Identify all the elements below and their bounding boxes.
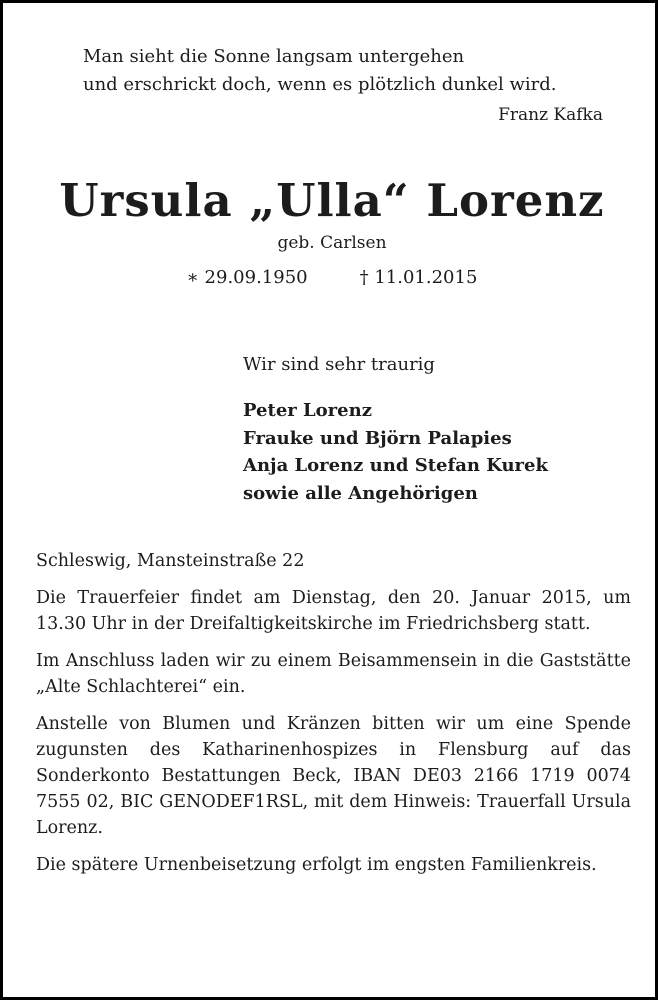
mourners-intro: Wir sind sehr traurig bbox=[243, 354, 435, 375]
donation-info: Anstelle von Blumen und Kränzen bitten wir um eine Spende zugunsten des Katharinenhospizes in Flensburg auf das Sonderkonto Bestattungen Beck, IBAN DE03 2166 1719 0074 7555 02, BIC GENODEF1RSL, mit dem Hinweis: Trauerfall Ursula Lorenz. bbox=[36, 714, 631, 838]
mourner-name: sowie alle Angehörigen bbox=[243, 482, 478, 504]
gathering-info: Im Anschluss laden wir zu einem Beisammensein in die Gaststätte „Alte Schlachterei“ ein. bbox=[36, 651, 631, 697]
mourners-block bbox=[243, 351, 623, 507]
birth-name: geb. Carlsen bbox=[277, 233, 387, 253]
birth-date: ∗ 29.09.1950 bbox=[186, 267, 308, 288]
mourner-name: Anja Lorenz und Stefan Kurek bbox=[243, 455, 548, 476]
life-dates bbox=[3, 265, 658, 291]
kafka-quote bbox=[83, 43, 603, 129]
burial-info: Die spätere Urnenbeisetzung erfolgt im engsten Familienkreis. bbox=[36, 855, 597, 875]
obituary-details bbox=[36, 548, 631, 889]
mourner-name: Peter Lorenz bbox=[243, 400, 372, 421]
mourners-names bbox=[243, 397, 623, 507]
funeral-info: Die Trauerfeier findet am Dienstag, den 20. Januar 2015, um 13.30 Uhr in der Dreifaltigkeitskirche im Friedrichsberg statt. bbox=[36, 588, 631, 634]
mourner-name: Frauke und Björn Palapies bbox=[243, 427, 512, 449]
quote-line-2: und erschrickt doch, wenn es plötzlich dunkel wird. bbox=[83, 74, 557, 95]
quote-line-1: Man sieht die Sonne langsam untergehen bbox=[83, 46, 465, 67]
quote-author: Franz Kafka bbox=[498, 105, 603, 125]
address: Schleswig, Mansteinstraße 22 bbox=[36, 551, 305, 571]
deceased-name: Ursula „Ulla“ Lorenz bbox=[59, 174, 605, 227]
death-date: † 11.01.2015 bbox=[359, 267, 478, 288]
